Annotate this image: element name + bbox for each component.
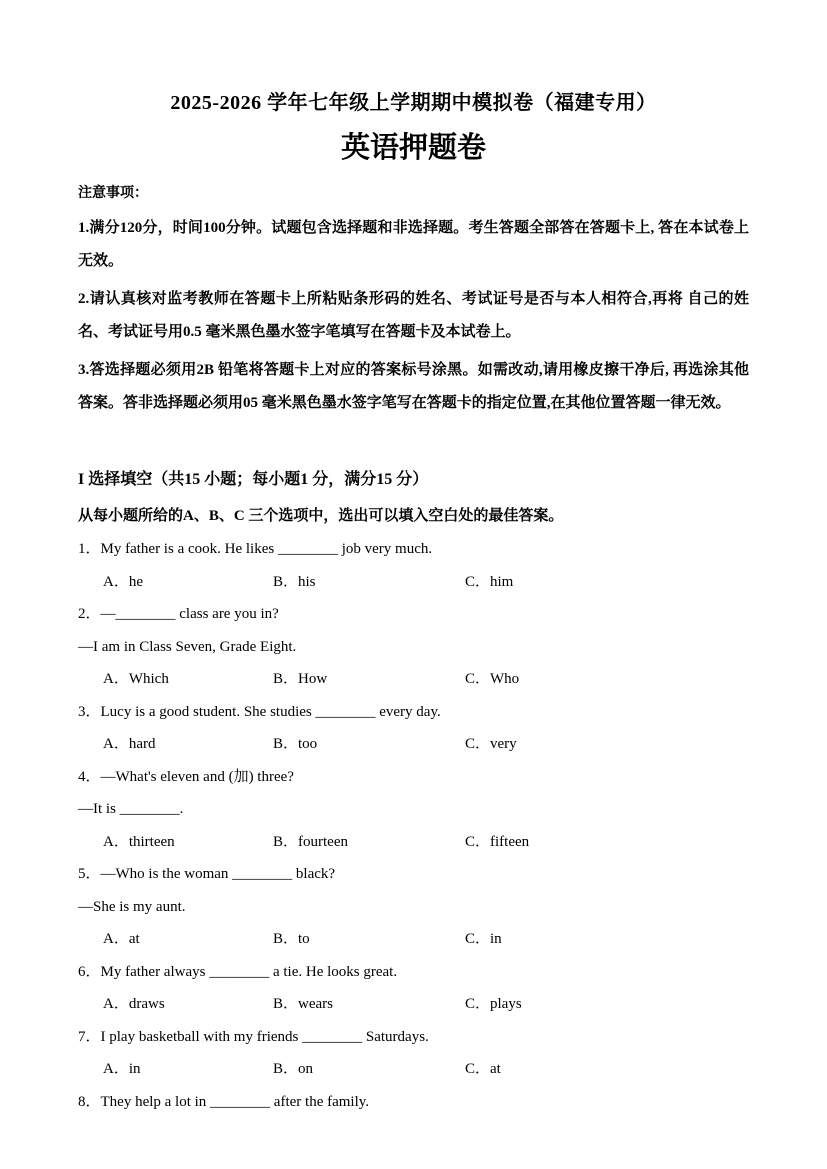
- option-b: B．to: [273, 931, 310, 947]
- option-b: B．too: [273, 736, 318, 752]
- questions-list: [78, 533, 749, 1118]
- option-a: A．draws: [103, 996, 165, 1012]
- option-a: A．hard: [103, 736, 156, 752]
- page-subtitle: 英语押题卷: [340, 132, 486, 164]
- question-line: —I am in Class Seven, Grade Eight.: [78, 638, 297, 655]
- notes-section: [78, 182, 749, 420]
- question-block: [78, 1086, 749, 1119]
- option-c: C．very: [465, 736, 517, 752]
- options-row: [78, 923, 749, 956]
- notes-list: [78, 212, 749, 420]
- option-a: A．thirteen: [103, 833, 175, 850]
- question-line: 6．My father always ________ a tie. He looks great.: [78, 963, 398, 980]
- note-item: 3.答选择题必须用2B 铅笔将答题卡上对应的答案标号涂黑。如需改动,请用橡皮擦干净后, 再选涂其他答案。答非选择题必须用05 毫米黑色墨水签字笔写在答题卡的指定位置,在其他位置答题一律无效。: [78, 362, 749, 411]
- section-heading: I 选择填空（共15 小题；每小题1 分，满分15 分）: [78, 471, 429, 488]
- option-a: A．at: [103, 931, 140, 947]
- option-c: C．Who: [465, 671, 520, 687]
- question-block: [78, 696, 749, 761]
- option-c: C．at: [465, 1061, 501, 1077]
- question-block: [78, 533, 749, 598]
- option-c: C．in: [465, 931, 502, 947]
- section-instruction: 从每小题所给的A、B、C 三个选项中，选出可以填入空白处的最佳答案。: [78, 508, 564, 524]
- notes-label: 注意事项：: [78, 186, 148, 201]
- question-line: 2．—________ class are you in?: [78, 606, 279, 622]
- question-block: [78, 858, 749, 956]
- options-row: [78, 728, 749, 761]
- question-block: [78, 761, 749, 859]
- option-a: A．in: [103, 1061, 141, 1077]
- question-block: [78, 956, 749, 1021]
- question-block: [78, 1021, 749, 1086]
- question-line: 3．Lucy is a good student. She studies ________ every day.: [78, 703, 441, 720]
- question-line: 7．I play basketball with my friends ________ Saturdays.: [78, 1028, 429, 1045]
- option-a: A．Which: [103, 671, 169, 687]
- note-item: 1.满分120分，时间100分钟。试题包含选择题和非选择题。考生答题全部答在答题卡上, 答在本试卷上无效。: [78, 220, 749, 269]
- option-c: C．plays: [465, 996, 522, 1012]
- options-row: [78, 988, 749, 1021]
- option-b: B．How: [273, 671, 328, 687]
- page-title: 2025-2026 学年七年级上学期期中模拟卷（福建专用）: [170, 92, 657, 114]
- question-block: [78, 598, 749, 696]
- option-c: C．fifteen: [465, 833, 530, 850]
- option-b: B．his: [273, 573, 316, 590]
- option-b: B．on: [273, 1061, 314, 1077]
- option-a: A．he: [103, 573, 143, 590]
- options-row: [78, 566, 749, 599]
- option-c: C．him: [465, 573, 514, 590]
- question-line: 1．My father is a cook. He likes ________ job very much.: [78, 541, 433, 557]
- question-line: 4．—What's eleven and (加) three?: [78, 768, 294, 785]
- options-row: [78, 663, 749, 696]
- options-row: [78, 826, 749, 859]
- question-line: 5．—Who is the woman ________ black?: [78, 866, 336, 882]
- options-row: [78, 1053, 749, 1086]
- note-item: 2.请认真核对监考教师在答题卡上所粘贴条形码的姓名、考试证号是否与本人相符合,再将 自己的姓名、考试证号用0.5 毫米黑色墨水签字笔填写在答题卡及本试卷上。: [78, 291, 749, 340]
- option-b: B．fourteen: [273, 833, 348, 850]
- question-line: —She is my aunt.: [78, 898, 186, 915]
- question-line: 8．They help a lot in ________ after the family.: [78, 1093, 370, 1110]
- question-line: —It is ________.: [78, 801, 184, 817]
- option-b: B．wears: [273, 996, 333, 1012]
